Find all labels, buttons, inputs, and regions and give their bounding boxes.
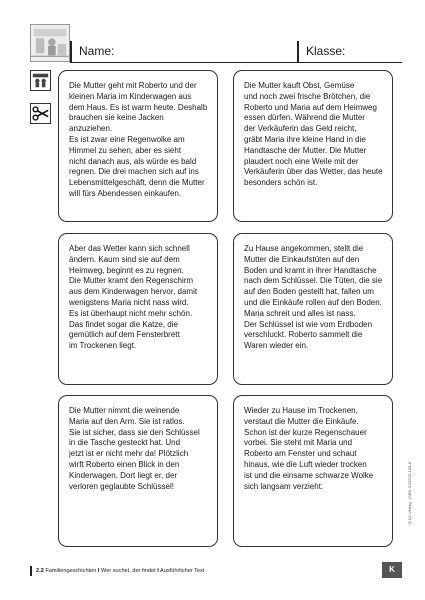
footer-chapter: Familiengeschichten <box>45 568 97 574</box>
copyright-text: © K1-Verlag · ISBN 3-03722-154-8 <box>407 462 412 524</box>
name-divider <box>70 41 72 62</box>
footer <box>36 566 204 576</box>
name-class-header <box>70 40 402 63</box>
story-card-3: Aber das Wetter kann sich schnell ändern. Kaum sind sie auf dem Heimweg, beginnt es zu regnen. Die Mutter kramt den Regenschirm aus dem Kinderwagen hervor, damit wenigstens Maria nicht nass wird. Es ist überhaupt nicht mehr schön. Das findet sogar die Katze, die gemütlich auf dem Fensterbrett im Trockenen liegt. <box>58 233 218 385</box>
klasse-label: Klasse: <box>306 44 346 58</box>
header-illustration <box>30 24 70 62</box>
story-card-1: Die Mutter geht mit Roberto und der kleinen Maria im Kinderwagen aus dem Haus. Es ist warm heute. Deshalb brauchen sie keine Jacken anzuziehen. Es ist zwar eine Regenwolke am Himmel zu sehen, aber es sieht nicht danach aus, als würde es bald regnen. Die drei machen sich auf ins Lebensmittelgeschäft, denn die Mutter will fürs Abendessen einkaufen. <box>58 70 218 222</box>
footer-separator-1: I <box>97 568 100 574</box>
shop-scene-icon <box>31 25 69 61</box>
scissors-icon <box>30 103 51 124</box>
story-card-5: Die Mutter nimmt die weinende Maria auf den Arm. Sie ist ratlos. Sie ist sicher, dass sie den Schlüssel in die Tasche gesteckt hat. Und jetzt ist er nicht mehr da! Plötzlich wirft Roberto einen Blick in den Kinderwagen. Dort liegt er, der verloren geglaubte Schlüssel! <box>58 395 218 547</box>
klasse-divider <box>297 41 299 62</box>
footer-type: Ausführlicher Text <box>160 568 205 574</box>
footer-separator-2: I <box>157 568 159 574</box>
name-label: Name: <box>79 44 115 58</box>
story-card-2: Die Mutter kauft Obst, Gemüse und noch zwei frische Brötchen, die Roberto und Maria auf dem Heimweg essen dürfen. Während die Mutter der Verkäuferin das Geld reicht, gräbt Maria ihre kleine Hand in die Handtasche der Mutter. Die Mutter plaudert noch eine Weile mit der Verkäuferin über das Wetter, das heute besonders schön ist. <box>233 70 393 222</box>
footer-page-number: 2.2 <box>36 568 44 574</box>
footer-divider <box>30 566 32 576</box>
footer-title: Wer suchet, der findet <box>101 568 156 574</box>
publisher-logo: K <box>382 562 402 578</box>
story-card-6: Wieder zu Hause im Trockenen, verstaut die Mutter die Einkäufe. Schon ist der kurze Regenschauer vorbei. Sie steht mit Maria und Roberto am Fenster und schaut hinaus, wie die Luft wieder trocken ist und die einsame schwarze Wolke sich langsam verzieht. <box>233 395 393 547</box>
story-card-4: Zu Hause angekommen, stellt die Mutter die Einkaufstüten auf den Boden und kramt in ihrer Handtasche nach dem Schlüssel. Die Tüten, die sie auf den Boden gestellt hat, fallen um und die Einkäufe rollen auf den Boden. Maria schreit und alles ist nass. Der Schlüssel ist wie vom Erdboden verschluckt. Roberto sammelt die Waren wieder ein. <box>233 233 393 385</box>
shopping-scene-icon <box>30 70 51 91</box>
